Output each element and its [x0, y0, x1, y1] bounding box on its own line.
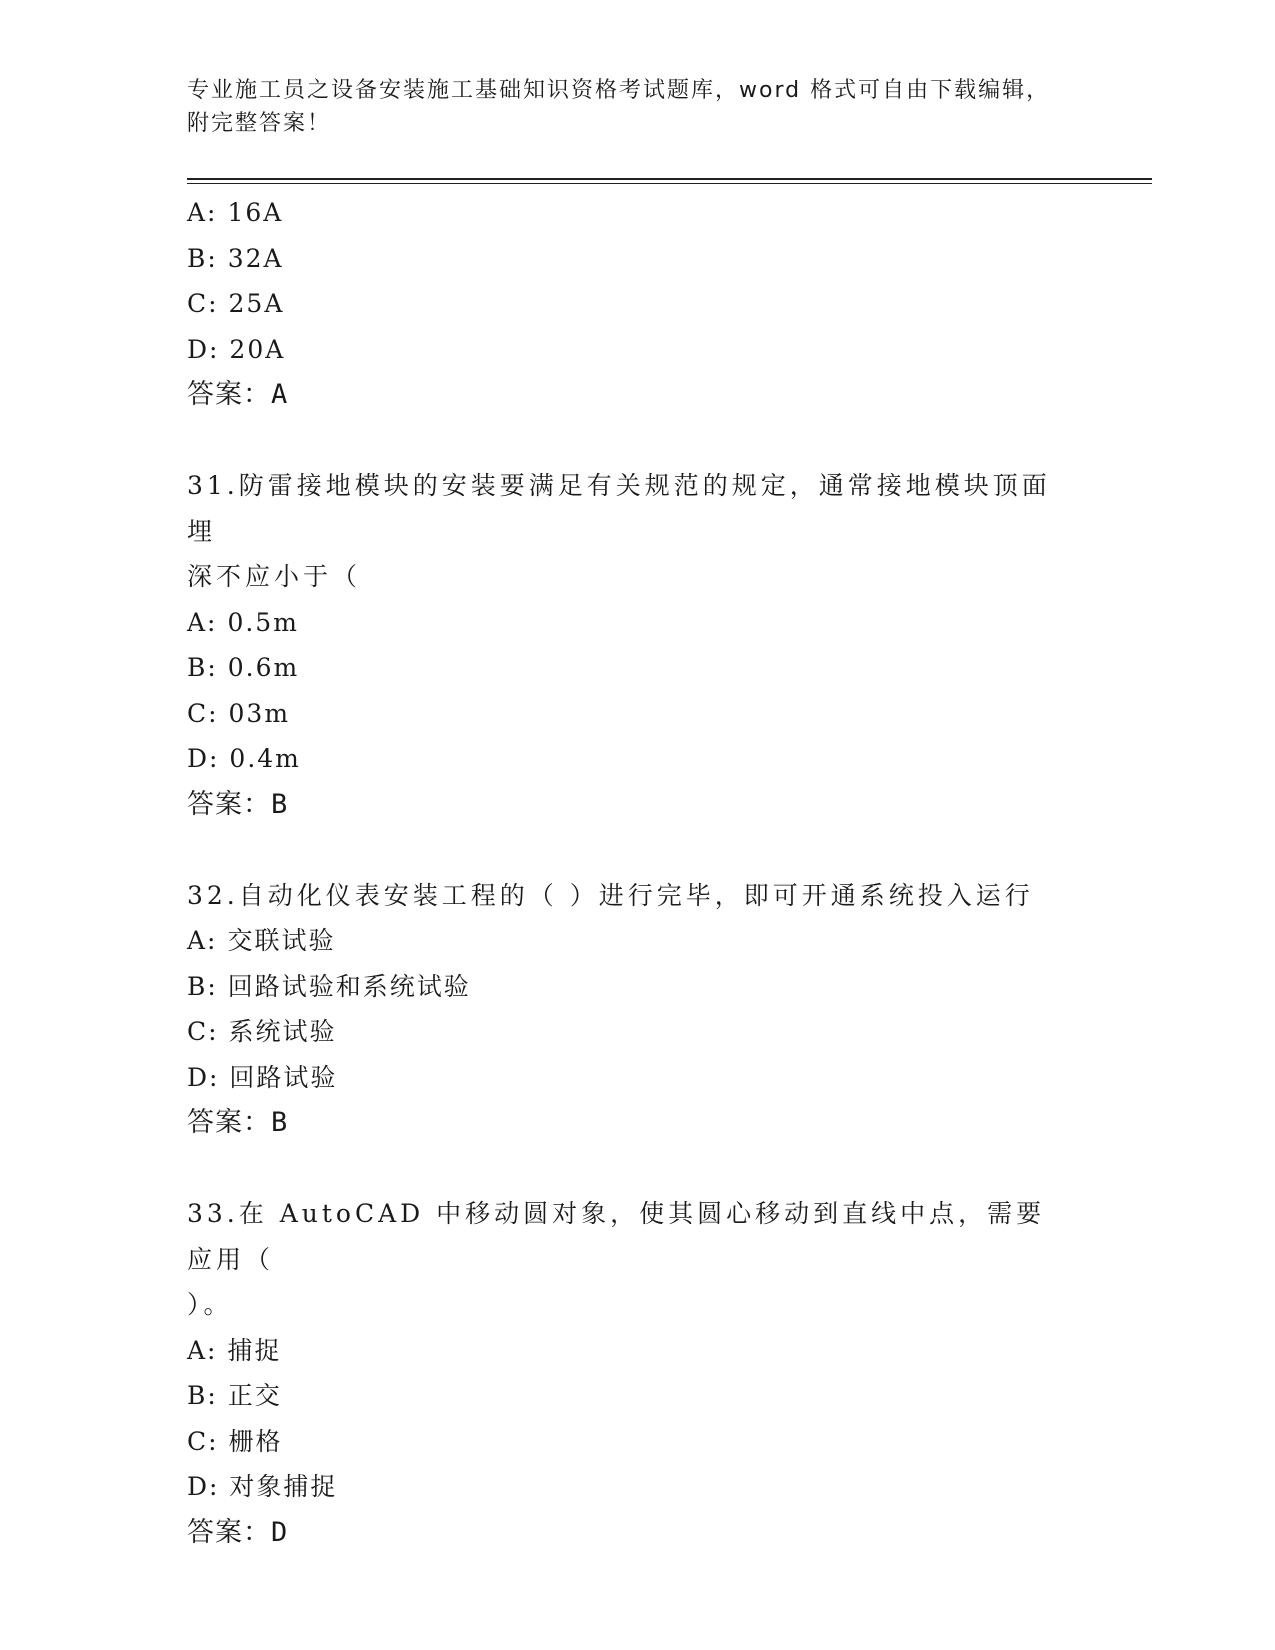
option-d: D: 20A: [187, 334, 286, 364]
question-block: [187, 463, 1087, 827]
option-b: B: 0.6m: [187, 653, 300, 682]
question-block: [187, 873, 1087, 1146]
question-text: 33.在 AutoCAD 中移动圆对象，使其圆心移动到直线中点，需要应用（ ）。: [187, 1199, 1046, 1319]
answer-line: 答案：D: [187, 1516, 289, 1548]
option-d: D: 回路试验: [187, 1062, 338, 1092]
answer-line: 答案：B: [187, 788, 289, 820]
option-a: A: 0.5m: [187, 607, 299, 637]
question-text: 31.防雷接地模块的安装要满足有关规范的规定，通常接地模块顶面埋 深不应小于（: [187, 471, 1051, 591]
question-text: 32.自动化仪表安装工程的（ ）进行完毕，即可开通系统投入运行: [187, 880, 1034, 910]
question-block: [187, 190, 1087, 418]
question-block: [187, 1191, 1087, 1555]
option-a: A: 捕捉: [187, 1335, 282, 1365]
option-c: C: 系统试验: [187, 1017, 337, 1046]
header-line-2: 附完整答案！: [187, 111, 332, 136]
answer-line: 答案：A: [187, 379, 289, 410]
option-a: A: 16A: [187, 198, 284, 227]
option-d: D: 0.4m: [187, 744, 301, 773]
option-b: B: 32A: [187, 243, 284, 273]
option-c: C: 栅格: [187, 1426, 283, 1456]
question-list: [187, 190, 1087, 1555]
option-b: B: 正交: [187, 1381, 282, 1410]
header-line-1: 专业施工员之设备安装施工基础知识资格考试题库，word 格式可自由下载编辑，: [187, 78, 1051, 103]
document-header: [187, 74, 1087, 140]
header-divider-thin: [187, 183, 1152, 184]
option-d: D: 对象捕捉: [187, 1472, 338, 1501]
option-c: C: 03m: [187, 698, 291, 728]
option-b: B: 回路试验和系统试验: [187, 971, 471, 1001]
option-a: A: 交联试验: [187, 926, 336, 955]
answer-line: 答案：B: [187, 1107, 289, 1138]
header-divider-thick: [187, 178, 1152, 180]
option-c: C: 25A: [187, 289, 285, 318]
